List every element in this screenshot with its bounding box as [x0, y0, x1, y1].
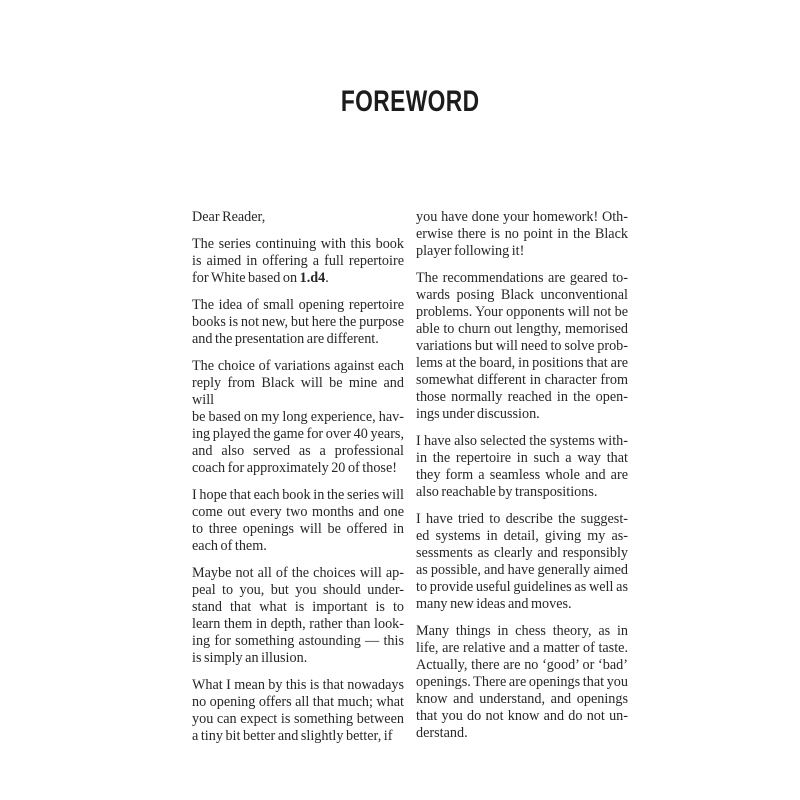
text-line: come out every two months and one	[192, 504, 404, 520]
paragraph	[416, 270, 628, 423]
paragraph	[416, 209, 628, 260]
text-line: is simply an illusion.	[192, 650, 308, 666]
page-title	[192, 85, 628, 119]
text-line: The recommendations are geared to-	[416, 270, 628, 286]
paragraph	[416, 433, 628, 501]
paragraph	[192, 236, 404, 287]
text-columns	[192, 209, 628, 755]
text-line: that you do not know and do not un-	[416, 708, 628, 724]
text-line: ed systems in detail, giving my as-	[416, 528, 628, 544]
text-line: sessments as clearly and responsibly	[416, 545, 628, 561]
text-line: player following it!	[416, 243, 525, 259]
text-line: openings. There are openings that you	[416, 674, 628, 690]
right-column	[416, 209, 628, 755]
text-line: to three openings will be offered in	[192, 521, 404, 537]
text-line: no opening offers all that much; what	[192, 694, 404, 710]
text-line: reply from Black will be mine and will	[192, 375, 404, 408]
text-line: variations but will need to solve prob-	[416, 338, 628, 354]
paragraph	[192, 565, 404, 667]
text-line: stand that what is important is to	[192, 599, 404, 615]
text-line: each of them.	[192, 538, 267, 554]
text-line: books is not new, but here the purpose	[192, 314, 404, 330]
text-line: What I mean by this is that nowadays	[192, 677, 404, 693]
text-line: problems. Your opponents will not be	[416, 304, 628, 320]
text-line: ing for something astounding — this	[192, 633, 404, 649]
text-line: peal to you, but you should under-	[192, 582, 404, 598]
text-line: learn them in depth, rather than look-	[192, 616, 404, 632]
text-line: somewhat different in character from	[416, 372, 628, 388]
paragraph	[192, 358, 404, 477]
text-line: derstand.	[416, 725, 468, 741]
paragraph	[416, 511, 628, 613]
text-line: able to churn out lengthy, memorised	[416, 321, 628, 337]
text-line: lems at the board, in positions that are	[416, 355, 628, 371]
text-line: know and understand, and openings	[416, 691, 628, 707]
text-line: I hope that each book in the series will	[192, 487, 404, 503]
left-column	[192, 209, 404, 755]
paragraph	[416, 623, 628, 742]
text-line: to provide useful guidelines as well as	[416, 579, 628, 595]
text-line: Actually, there are no ‘good’ or ‘bad’	[416, 657, 628, 673]
text-line: wards posing Black unconventional	[416, 287, 628, 303]
text-line: is aimed in offering a full repertoire	[192, 253, 404, 269]
text-line: life, are relative and a matter of taste.	[416, 640, 628, 656]
paragraph	[192, 209, 404, 226]
text-line: in the repertoire in such a way that	[416, 450, 628, 466]
text-line: many new ideas and moves.	[416, 596, 572, 612]
text-line: you have done your homework! Oth-	[416, 209, 628, 225]
text-line: ing played the game for over 40 years,	[192, 426, 404, 442]
text-line: coach for approximately 20 of those!	[192, 460, 397, 476]
text-line: for White based on 1.d4.	[192, 270, 329, 286]
text-line: and the presentation are different.	[192, 331, 379, 347]
text-line: I have also selected the systems with-	[416, 433, 628, 449]
text-line: they form a seamless whole and are	[416, 467, 628, 483]
text-line: a tiny bit better and slightly better, if	[192, 728, 393, 744]
text-line: as possible, and have generally aimed	[416, 562, 628, 578]
bold-move-notation: 1.d4	[299, 270, 326, 286]
text-line: erwise there is no point in the Black	[416, 226, 628, 242]
page-title-text: FOREWORD	[340, 85, 480, 118]
text-line: and also served as a professional	[192, 443, 404, 459]
text-line: The series continuing with this book	[192, 236, 404, 252]
text-line: also reachable by transpositions.	[416, 484, 598, 500]
text-line: those normally reached in the open-	[416, 389, 628, 405]
text-line: I have tried to describe the suggest-	[416, 511, 628, 527]
text-line: be based on my long experience, hav-	[192, 409, 404, 425]
paragraph	[192, 677, 404, 745]
paragraph	[192, 297, 404, 348]
text-line: you can expect is something between	[192, 711, 404, 727]
text-line: Many things in chess theory, as in	[416, 623, 628, 639]
text-line: The idea of small opening repertoire	[192, 297, 404, 313]
text-line: The choice of variations against each	[192, 358, 404, 374]
paragraph	[192, 487, 404, 555]
text-line: ings under discussion.	[416, 406, 540, 422]
text-line: Dear Reader,	[192, 209, 266, 225]
text-line: Maybe not all of the choices will ap-	[192, 565, 404, 581]
